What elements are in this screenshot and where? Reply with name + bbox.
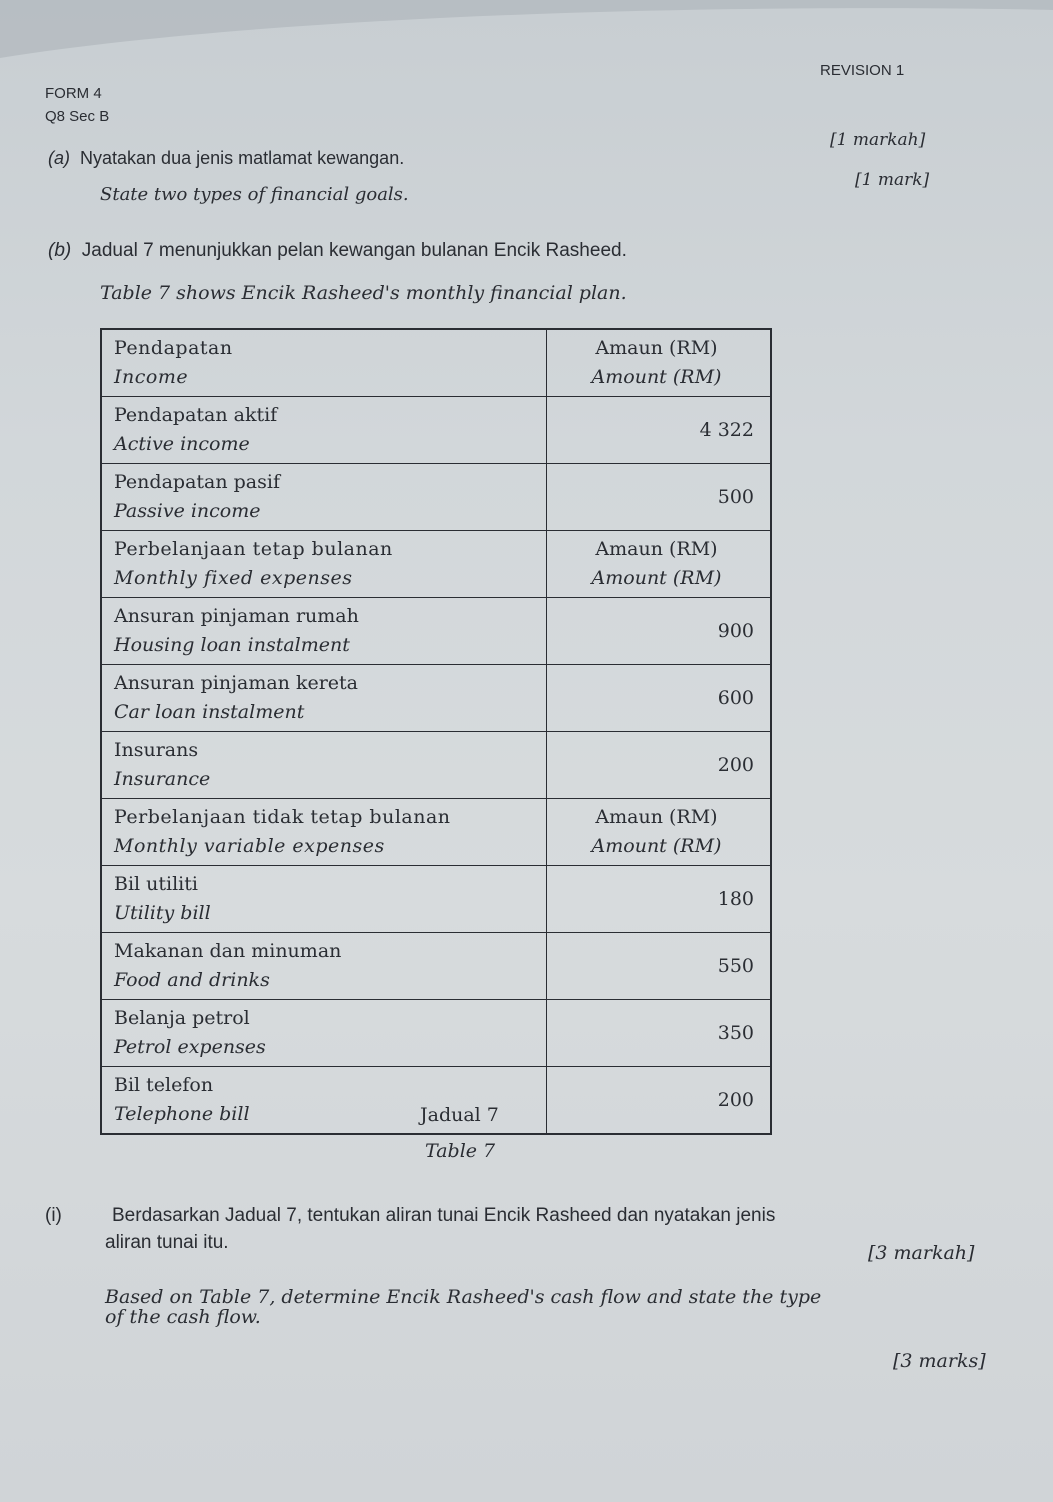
amount-header-en: Amount (RM) (591, 567, 722, 589)
section-header-bm: Perbelanjaan tetap bulanan (114, 538, 393, 560)
part-bi-text-bm-line2: aliran tunai itu. (105, 1232, 229, 1253)
table-row (101, 397, 771, 464)
table-section-header-income (101, 329, 771, 397)
row-label-bm: Makanan dan minuman (114, 940, 342, 962)
part-a-question-bm (48, 148, 404, 169)
section-header-bm: Pendapatan (114, 337, 233, 359)
table-caption-en: Table 7 (425, 1140, 496, 1162)
row-label-bm: Belanja petrol (114, 1007, 250, 1029)
part-bi-text-en-line1: Based on Table 7, determine Encik Rasheed's cash flow and state the type (105, 1286, 822, 1308)
section-header-amount (547, 329, 772, 397)
row-amount: 200 (547, 732, 772, 799)
revision-label: REVISION 1 (820, 62, 905, 79)
section-header-en: Monthly variable expenses (114, 835, 385, 857)
row-label (101, 1000, 547, 1067)
row-label-bm: Ansuran pinjaman kereta (114, 672, 358, 694)
financial-plan-table (100, 328, 772, 1135)
row-amount: 500 (547, 464, 772, 531)
part-b-question-bm (48, 240, 627, 262)
amount-header-bm: Amaun (RM) (595, 538, 718, 560)
part-bi-text-en-line2: of the cash flow. (105, 1306, 261, 1328)
section-header-label (101, 799, 547, 866)
row-label-bm: Bil utiliti (114, 873, 198, 895)
table-row (101, 933, 771, 1000)
table-row (101, 598, 771, 665)
table-section-header-variable-expenses (101, 799, 771, 866)
part-bi-marks-bm: [3 markah] (868, 1242, 975, 1264)
part-a-label: (a) (48, 148, 70, 168)
row-label-bm: Pendapatan aktif (114, 404, 278, 426)
row-label (101, 732, 547, 799)
section-header-amount (547, 799, 772, 866)
row-amount: 600 (547, 665, 772, 732)
table-section-header-fixed-expenses (101, 531, 771, 598)
row-label-en: Housing loan instalment (114, 634, 350, 656)
table-caption-bm: Jadual 7 (420, 1104, 499, 1126)
part-bi-text-bm-line1: Berdasarkan Jadual 7, tentukan aliran tunai Encik Rasheed dan nyatakan jenis (112, 1205, 776, 1226)
row-label-bm: Ansuran pinjaman rumah (114, 605, 359, 627)
row-label-en: Active income (114, 433, 250, 455)
part-b-label: (b) (48, 240, 72, 261)
form-label: FORM 4 (45, 85, 102, 102)
table-row (101, 665, 771, 732)
amount-header-bm: Amaun (RM) (595, 806, 718, 828)
row-amount: 200 (547, 1067, 772, 1135)
amount-header-en: Amount (RM) (591, 366, 722, 388)
amount-header-en: Amount (RM) (591, 835, 722, 857)
section-header-label (101, 531, 547, 598)
table-row (101, 732, 771, 799)
row-label (101, 866, 547, 933)
table-row (101, 464, 771, 531)
row-label-en: Car loan instalment (114, 701, 305, 723)
question-label: Q8 Sec B (45, 108, 110, 125)
paper-fold-shadow (0, 0, 1053, 60)
row-label-en: Petrol expenses (114, 1036, 266, 1058)
section-header-bm: Perbelanjaan tidak tetap bulanan (114, 806, 451, 828)
row-label-en: Food and drinks (114, 969, 270, 991)
part-a-marks-bm: [1 markah] (830, 130, 926, 150)
row-label-en: Telephone bill (114, 1103, 250, 1125)
row-amount: 550 (547, 933, 772, 1000)
row-amount: 4 322 (547, 397, 772, 464)
amount-header-bm: Amaun (RM) (595, 337, 718, 359)
row-label (101, 933, 547, 1000)
part-a-marks-en: [1 mark] (855, 170, 930, 190)
section-header-en: Income (114, 366, 189, 388)
part-bi-marks-en: [3 marks] (893, 1350, 986, 1372)
part-b-text-en: Table 7 shows Encik Rasheed's monthly financial plan. (100, 282, 627, 304)
section-header-amount (547, 531, 772, 598)
row-label-en: Utility bill (114, 902, 211, 924)
part-a-text-bm: Nyatakan dua jenis matlamat kewangan. (80, 148, 405, 168)
row-label-bm: Bil telefon (114, 1074, 214, 1096)
row-label-bm: Insurans (114, 739, 199, 761)
row-label-en: Insurance (114, 768, 211, 790)
row-label (101, 598, 547, 665)
row-label (101, 397, 547, 464)
part-a-text-en: State two types of financial goals. (100, 184, 409, 205)
table-row (101, 866, 771, 933)
part-b-text-bm: Jadual 7 menunjukkan pelan kewangan bulanan Encik Rasheed. (81, 240, 627, 261)
row-label (101, 665, 547, 732)
part-bi-label: (i) (45, 1205, 62, 1226)
section-header-en: Monthly fixed expenses (114, 567, 353, 589)
table-row (101, 1000, 771, 1067)
row-label-bm: Pendapatan pasif (114, 471, 280, 493)
section-header-label (101, 329, 547, 397)
row-label-en: Passive income (114, 500, 261, 522)
row-amount: 180 (547, 866, 772, 933)
row-label (101, 464, 547, 531)
row-amount: 900 (547, 598, 772, 665)
row-amount: 350 (547, 1000, 772, 1067)
